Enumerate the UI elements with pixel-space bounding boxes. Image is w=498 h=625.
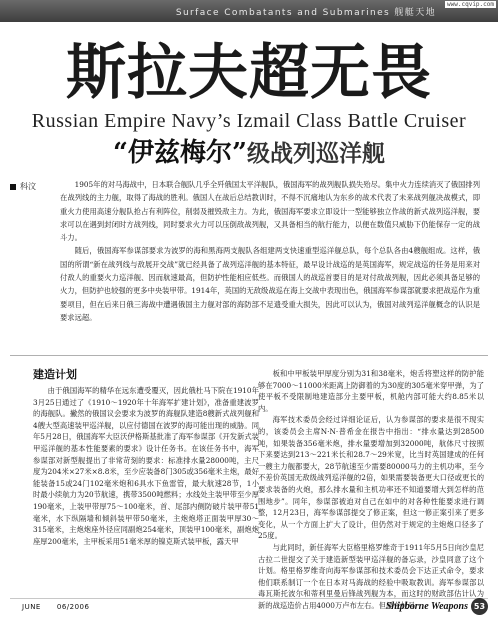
- section-heading: 建造计划: [33, 368, 77, 381]
- magazine-logo: Shipborne Weapons: [385, 601, 468, 612]
- article-subtitle: [0, 136, 498, 171]
- section-header-bar: [0, 0, 498, 22]
- author-name: 科汶: [20, 182, 36, 191]
- body-paragraph: 板和中甲板装甲厚度分别为31和38毫米，炮舌将塑这样的防护能够在7000～11000米距离上防御着的为30度的305毫米穿甲弹，为了使平板不受限制地建造部分主要甲板，机舱内部可能大约8.85米以内。: [258, 369, 484, 413]
- footer-month: JUNE: [22, 603, 41, 611]
- subtitle-ship-class: 级战列巡洋舰: [246, 140, 385, 167]
- article-title-cn: 斯拉夫超无畏: [66, 38, 432, 108]
- intro-paragraph-1: 1905年的对马海战中，日本联合舰队几乎全歼俄国太平洋舰队，俄国海军的战列舰队损失殆尽。集中火力连续消灭了俄国排列在战列线的主力舰，取得了海战的胜利。俄国人在战后总结教训时，不得不沉痛地认为东乡的战术代表了未来战列舰决战模式，即重火力使用高速分舰队抢占有利阵位，削弱及摧毁敌主力。为此，俄国海军要求立即设计一型能够独立作战的新式战列巡洋舰，要求可以在遇到封闭时方战列线，同时要求火力可以压倒敌战列舰，又具备相当的航行能力，以便在数值只威胁下仍能保存一定的战斗力。: [60, 180, 480, 243]
- footer-date: [22, 603, 105, 611]
- intro-text: [60, 178, 480, 324]
- watermark-url[interactable]: www.cqvip.com: [447, 1, 494, 8]
- body-paragraph: 由于俄国海军的精华在远东遭受覆灭，因此俄杜马下院在1910年3月25日通过了《1910～1920年十年海军扩建计划》，准备重建波罗的海舰队。撇然的俄国议会要求为波罗的海舰队建造8艘新式战列舰和4艘大型高速装甲巡洋舰，以应付德国在波罗的海可能出现的威胁。同年5月28日，俄国海军大臣沃伊格斯基批准了海军参谋部《开发新式装甲巡洋舰的基本性能要素的要求》设计任务书。在该任务书中，海军参谋部对新型舰提出了非常苛刻的要求：标准排水量28000吨，主尺度为204米×27米×8.8米，至少应装备8门305或356毫米主炮，最好能装备15或24门102毫米炮和6具水下鱼雷管，最大航速28节，1小时最小续航力为20节航速，携带3500吨燃料；水线处主装甲带至少厚190毫米，上装甲带厚75～100毫米，首、尾部内侧防破片装甲带51毫米，水下纵隔墙和倾斜装甲带50毫米，主炮炮塔正面装甲厚30～315毫米，主炮炮座外径应同副炮254毫米，顶装甲100毫米，副炮炮座厚200毫米，主甲板采用51毫米厚的镍克斯式装甲板，露天甲: [33, 386, 259, 546]
- footer-issue: 06/2006: [56, 603, 90, 611]
- page-number: 53: [471, 598, 488, 615]
- subtitle-ship-name: “伊兹梅尔”: [113, 138, 247, 168]
- section-title: Surface Combatants and Submarines 舰艇天地: [175, 7, 436, 18]
- section-divider: [10, 355, 488, 356]
- article-title-en: Russian Empire Navy’s Izmail Class Battle Cruiser: [31, 110, 467, 132]
- body-paragraph: 海军技术委员会经过详细论证后，认为参谋部的要求是很不现实的，该委员会主席N·N·普希金在报告中指出：“排水量达到28500吨，如果装备356毫米炮，排水量要增加到32000吨，航体尺寸按照下来要达到213～221米长和28.7～29米宽，比当时英国建成的任何一艘主力舰都要大，28节航速至少需要80000马力的主机功率，至今不差价英国无敌级战列巡洋舰的2倍，如果需要装备更大口径或更长的要求装备的火炮，那么排水量和主机功率还不知道要增大到怎样的范围地步”。同年，参谋部被迫对自己在如中的对各种性能要求进行调整，12月23日，海军参谋部提交了修正案，但这一修正案引来了更多变化，从一个方面上扩大了设计，但仍然对于规定的主炮炮口径多了25度。: [258, 415, 484, 541]
- body-paragraph: 与此同时，新任海军大臣格里格罗维奇于1911年5月5日向沙皇尼古拉二世提交了关于建造新型装甲巡洋舰的备忘录，沙皇同意了这个计划。格里格罗维奇向海军参谋部和技术委员会下达正式命令，要求他们联系制订一个在日本对马海战的经验中吸取教训。海军参谋部以毒瓦斯托波尔和蒂利里曼后锋战列舰为本，而这时的财政部估计认为新的战巡造价占用4000万卢布左右。但是在杜马: [258, 542, 484, 610]
- footer-rule: [10, 598, 488, 599]
- byline-square-icon: [10, 184, 16, 190]
- body-column-right: [258, 368, 484, 611]
- body-column-left: [33, 368, 259, 547]
- intro-paragraph-2: 随后，俄国海军参谋部要求为波罗的海和黑海两支舰队各组建两支快速重型巡洋舰总队，每个总队各由4艘舰组成。这样，俄国的所谓“新在战列线与敌展开交战”就已经具备了战列巡洋舰的基本特征，最早设计战巡的是英国海军，规定战巡的任务是用来对付敌人的重要火力巡洋舰、因而航速最高，但防护性能相应低些。而俄国人的战巡首要目的是对付敌战列舰，因此必须具备足够的火力，但防护也较强的更多中央装甲带。1914年，英国的无敌级战巡在海上交战中表现出色，俄国海军参谋部就要求把战巡作为重要项目，但在后来日俄三海战中遭遇俄国主力舰对部的海防部不足遗受重大损失，因此可以认为，俄国对战列巡洋舰概念的认识是要求远超。: [60, 246, 480, 322]
